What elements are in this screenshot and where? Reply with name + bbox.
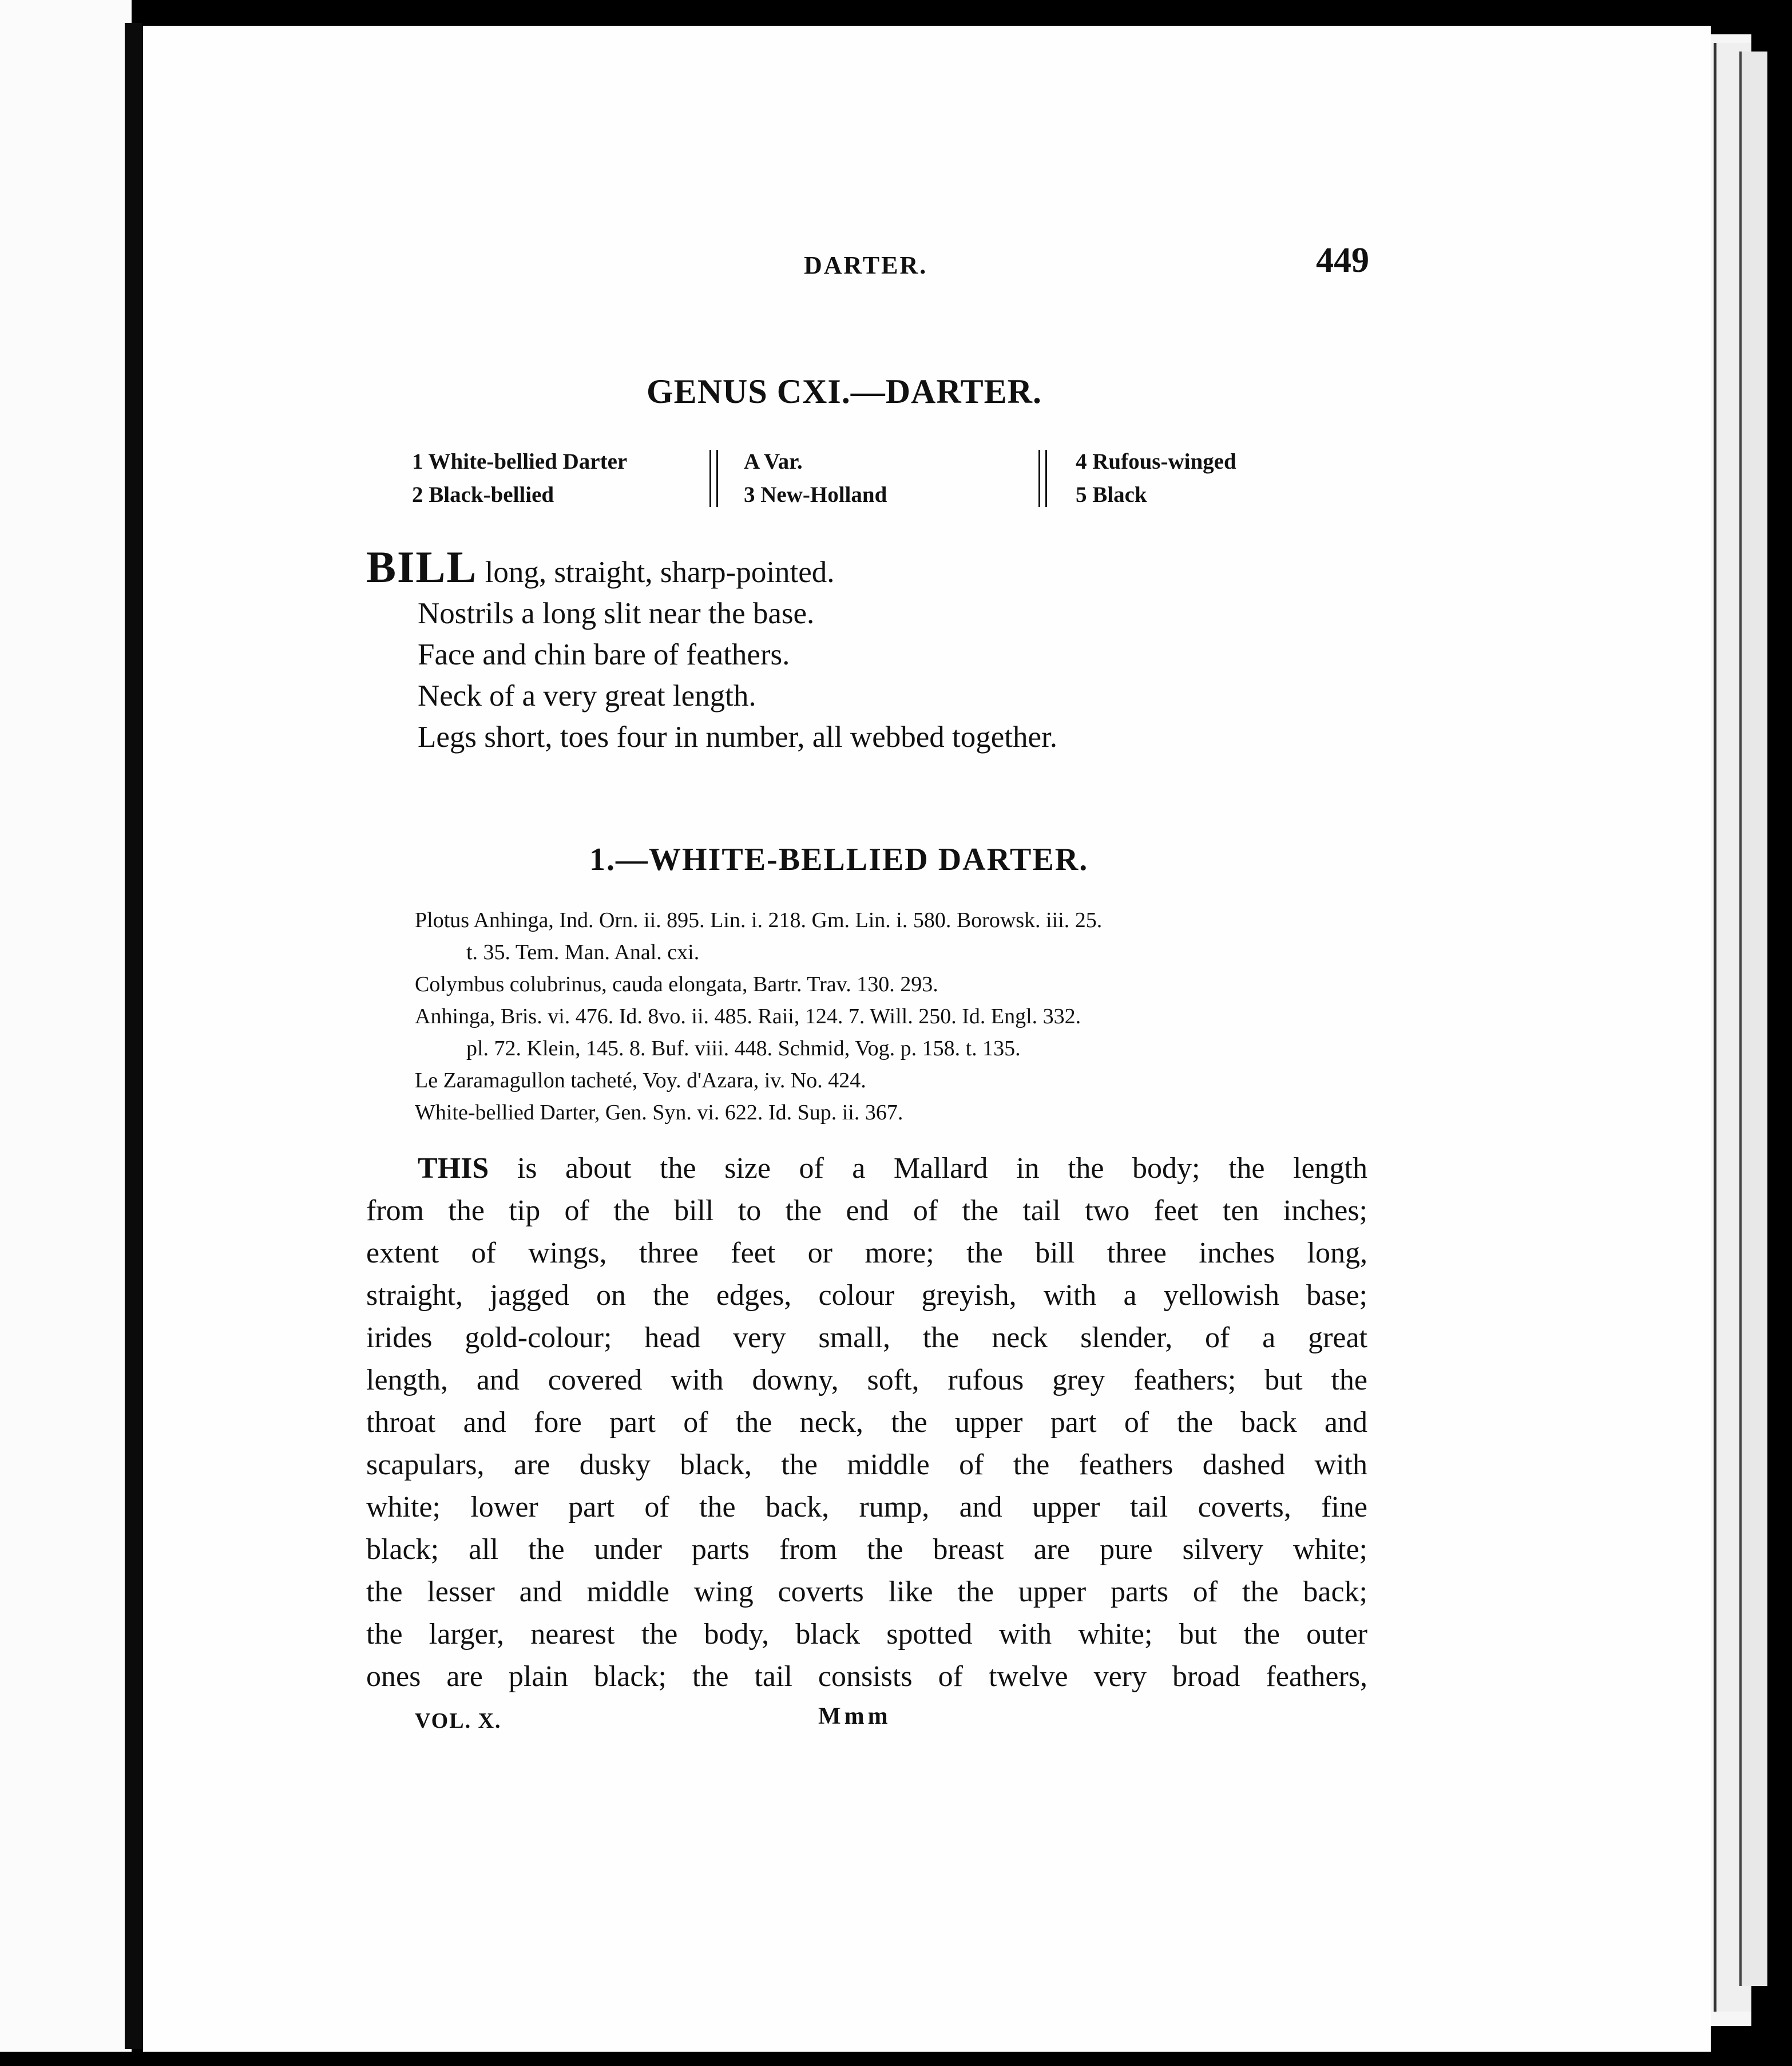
double-rule-divider [1038, 450, 1047, 507]
description-line: length, and covered with downy, soft, rufous grey feathers; but the [366, 1364, 1367, 1396]
scan-border [0, 2052, 1792, 2066]
book-gutter [125, 23, 142, 2049]
species-index-item: 4 Rufous-winged [1076, 449, 1236, 474]
synonymy-line: Plotus Anhinga, Ind. Orn. ii. 895. Lin. i. 218. Gm. Lin. i. 580. Borowsk. iii. 25. [415, 908, 1103, 932]
description-line: black; all the under parts from the breast are pure silvery white; [366, 1533, 1367, 1566]
species-heading: 1.—WHITE-BELLIED DARTER. [589, 842, 1089, 877]
species-index-item: 1 White-bellied Darter [412, 449, 628, 474]
character-line: Nostrils a long slit near the base. [418, 597, 815, 630]
species-index [412, 445, 1339, 508]
species-index-column [412, 445, 627, 512]
double-rule-divider [709, 450, 718, 507]
volume-label: VOL. X. [415, 1709, 502, 1733]
character-line: Neck of a very great length. [418, 679, 756, 713]
running-title: DARTER. [804, 251, 928, 279]
synonymy-line: pl. 72. Klein, 145. 8. Buf. viii. 448. Schmid, Vog. p. 158. t. 135. [466, 1036, 1021, 1060]
description-line: the lesser and middle wing coverts like the upper parts of the back; [366, 1576, 1367, 1608]
species-index-column [1076, 445, 1236, 512]
description-line: irides gold-colour; head very small, the neck slender, of a great [366, 1321, 1367, 1354]
synonymy-block [415, 904, 1102, 1129]
synonymy-line: White-bellied Darter, Gen. Syn. vi. 622. Id. Sup. ii. 367. [415, 1101, 903, 1125]
page-number: 449 [1316, 241, 1369, 280]
character-line [366, 542, 1057, 593]
synonymy-line: t. 35. Tem. Man. Anal. cxi. [466, 940, 700, 964]
drop-capital-word: BILL [366, 542, 478, 592]
description-line [366, 1147, 1367, 1190]
description-line: straight, jagged on the edges, colour greyish, with a yellowish base; [366, 1279, 1367, 1312]
synonymy-line: Le Zaramagullon tacheté, Voy. d'Azara, iv. No. 424. [415, 1068, 866, 1093]
species-index-item: 2 Black-bellied [412, 482, 554, 507]
genus-title: GENUS CXI.—DARTER. [647, 373, 1042, 410]
description-line: the larger, nearest the body, black spotted with white; but the outer [366, 1618, 1367, 1651]
species-description [366, 1147, 1367, 1698]
description-text: is about the size of a Mallard in the body; the length [489, 1152, 1367, 1185]
description-line: ones are plain black; the tail consists of twelve very broad feathers, [366, 1660, 1367, 1693]
species-index-column [744, 445, 887, 512]
description-line: from the tip of the bill to the end of the tail two feet ten inches; [366, 1194, 1367, 1227]
description-line: white; lower part of the back, rump, and upper tail coverts, fine [366, 1491, 1367, 1523]
printer-signature: Mmm [818, 1703, 891, 1729]
character-line: Face and chin bare of feathers. [418, 638, 790, 671]
species-index-item: 5 Black [1076, 482, 1147, 507]
page-stack-edge [1739, 52, 1767, 1986]
description-line: throat and fore part of the neck, the upper part of the back and [366, 1406, 1367, 1439]
synonymy-line: Colymbus colubrinus, cauda elongata, Bartr. Trav. 130. 293. [415, 972, 938, 996]
character-line: Legs short, toes four in number, all webbed together. [418, 721, 1057, 754]
character-text: long, straight, sharp-pointed. [477, 556, 835, 589]
species-index-item: 3 New-Holland [744, 482, 887, 507]
description-line: scapulars, are dusky black, the middle of the feathers dashed with [366, 1448, 1367, 1481]
synonymy-line: Anhinga, Bris. vi. 476. Id. 8vo. ii. 485. Raii, 124. 7. Will. 250. Id. Engl. 332. [415, 1004, 1081, 1028]
description-line: extent of wings, three feet or more; the bill three inches long, [366, 1237, 1367, 1269]
description-lead-word: THIS [418, 1152, 489, 1185]
species-index-item: A Var. [744, 449, 803, 474]
adjacent-page-edge [0, 0, 132, 2066]
generic-characters [366, 542, 1057, 758]
